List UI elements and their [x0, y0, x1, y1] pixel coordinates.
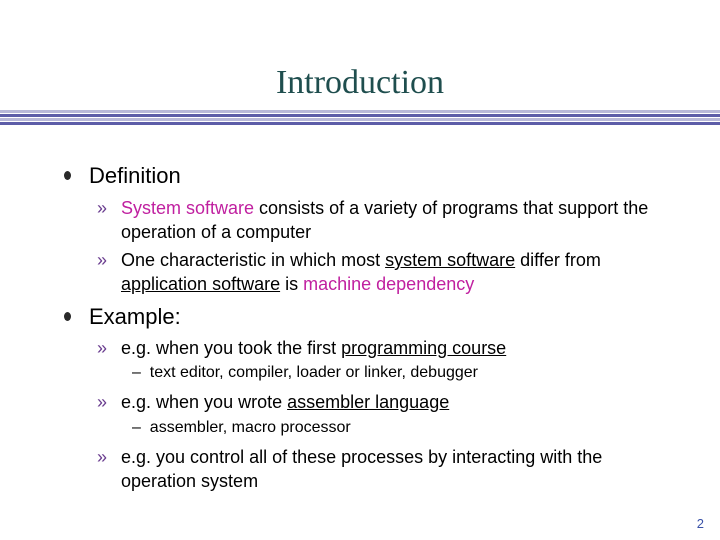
underlined-term: assembler language [287, 392, 450, 412]
text: e.g. you control all of these processes by interacting with the operation system [121, 447, 603, 491]
example-point-1-detail [132, 363, 478, 383]
title-rule [0, 110, 720, 113]
text: e.g. when you wrote [121, 392, 288, 412]
definition-point-1 [97, 196, 697, 244]
dash-marker: – [132, 364, 141, 381]
underlined-term: programming course [341, 338, 507, 358]
definition-point-2 [97, 248, 697, 296]
underlined-term: system software [385, 250, 516, 270]
text: assembler, macro processor [149, 419, 351, 436]
example-point-2 [97, 390, 697, 414]
term-machine-dependency: machine dependency [303, 274, 475, 294]
underlined-term: application software [121, 274, 281, 294]
dash-marker: – [132, 419, 141, 436]
sub-bullet-marker: » [97, 198, 108, 218]
example-point-3 [97, 445, 697, 493]
sub-bullet-marker: » [97, 447, 108, 467]
text: text editor, compiler, loader or linker, debugger [149, 364, 478, 381]
sub-bullet-marker: » [97, 392, 108, 412]
page-number: 2 [696, 516, 704, 531]
title-rule [0, 122, 720, 125]
example-point-2-detail [132, 418, 351, 438]
example-heading: Example: [89, 304, 181, 329]
term-system-software: System software [121, 198, 255, 218]
example-point-1 [97, 336, 697, 360]
title-rule [0, 118, 720, 121]
sub-bullet-marker: » [97, 338, 108, 358]
sub-bullet-marker: » [97, 250, 108, 270]
slide-title: Introduction [275, 64, 445, 101]
text: is [280, 274, 304, 294]
title-rule [0, 114, 720, 117]
text: consists of a variety of programs that support the operation of a computer [121, 198, 649, 242]
bullet-icon [64, 171, 71, 180]
text: e.g. when you took the first [121, 338, 342, 358]
bullet-icon [64, 312, 71, 321]
text: One characteristic in which most [121, 250, 386, 270]
text: differ from [515, 250, 601, 270]
definition-heading: Definition [89, 163, 181, 188]
